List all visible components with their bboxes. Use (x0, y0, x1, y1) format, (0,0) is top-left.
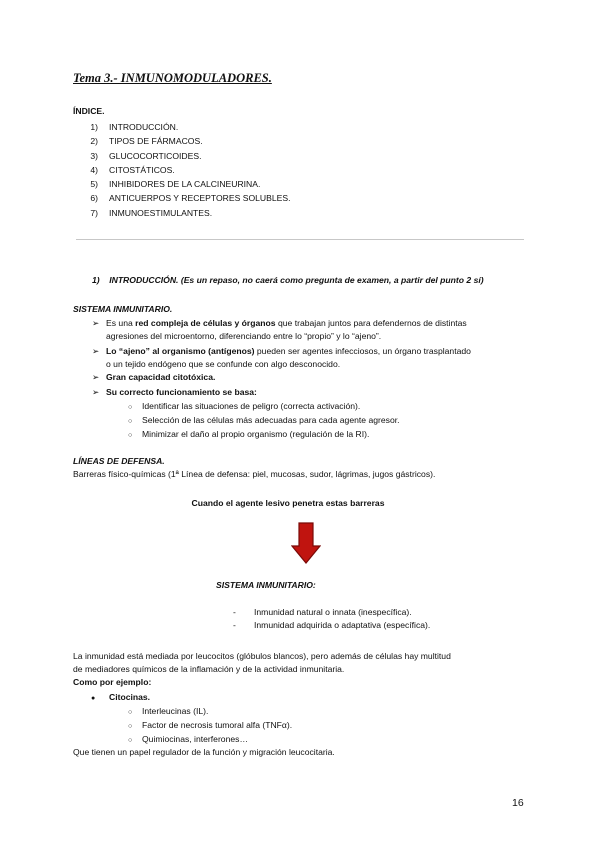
section-1-heading: 1) INTRODUCCIÓN. (Es un repaso, no caerá como pregunta de examen, a partir del punto 2 sí) (92, 275, 484, 285)
dash-bullet-icon: - (233, 620, 236, 631)
bullet-red-compleja: ➢ Es una red compleja de células y órganos que trabajan juntos para defendernos de distintas agresiones del microentorno, diferenciando entre lo “propio” y lo “ajeno”. (92, 318, 467, 342)
circle-bullet-icon: ○ (128, 723, 133, 731)
bullet-funcionamiento: ➢ Su correcto funcionamiento se basa: (92, 386, 257, 399)
circle-bullet-icon: ○ (128, 709, 133, 716)
arrow-bullet-icon: ➢ (92, 318, 100, 328)
arrow-bullet-icon: ➢ (92, 372, 100, 382)
barreras-text: Barreras físico-químicas (1ª Línea de defensa: piel, mucosas, sudor, lágrimas, jugos gástricos). (73, 469, 436, 479)
sub-list-citocinas: ○ Interleucinas (IL). ○ Factor de necrosis tumoral alfa (TNFα). ○ Quimiocinas, interferones… (128, 705, 292, 748)
lineas-heading: LÍNEAS DE DEFENSA. (73, 456, 165, 466)
bullet-citocinas: ● Citocinas. (91, 691, 150, 705)
dash-bullet-icon: - (233, 607, 236, 617)
final-text: Que tienen un papel regulador de la función y migración leucocitaria. (73, 747, 335, 757)
arrow-bullet-icon: ➢ (92, 387, 100, 397)
index-heading: ÍNDICE. (73, 106, 105, 116)
circle-bullet-icon: ○ (128, 418, 133, 426)
sistema-heading: SISTEMA INMUNITARIO. (73, 304, 173, 314)
down-arrow-icon (291, 522, 321, 564)
bullet-citotoxica: ➢ Gran capacidad citotóxica. (92, 371, 215, 384)
dot-bullet-icon: ● (91, 695, 96, 702)
bullet-ajeno: ➢ Lo “ajeno” al organismo (antígenos) pueden ser agentes infecciosos, un órgano trasplantado o un tejido endógeno que se confunde con algo desconocido. (92, 346, 471, 370)
index-item: 6) ANTICUERPOS Y RECEPTORES SOLUBLES. (90, 193, 291, 204)
index-item: 2) TIPOS DE FÁRMACOS. (90, 136, 203, 147)
circle-bullet-icon: ○ (128, 432, 133, 440)
sistema-label: SISTEMA INMUNITARIO: (216, 580, 316, 590)
index-item: 7) INMUNOESTIMULANTES. (90, 207, 213, 218)
page-number: 16 (512, 797, 524, 809)
index-item: 5) INHIBIDORES DE LA CALCINEURINA. (90, 179, 261, 190)
mediada-paragraph: La inmunidad está mediada por leucocitos (glóbulos blancos), pero además de células hay multitud de mediadores químicos de la inflamación y de la actividad inmunitaria. Como por ejemplo: (73, 651, 451, 688)
sub-list-funcionamiento: ○ Identificar las situaciones de peligro (correcta activación). ○ Selección de las células más adecuadas para cada agente agresor. ○ Minimizar el daño al propio organismo (regulación de la RI). (128, 400, 400, 443)
circle-bullet-icon: ○ (128, 737, 133, 745)
index-list (73, 120, 290, 220)
circle-bullet-icon: ○ (128, 404, 133, 411)
index-item: 1) INTRODUCCIÓN. (90, 122, 179, 132)
horizontal-divider (76, 239, 524, 240)
index-item: 4) CITOSTÁTICOS. (90, 164, 175, 175)
page-title: Tema 3.- INMUNOMODULADORES. (73, 71, 272, 85)
arrow-bullet-icon: ➢ (92, 346, 100, 356)
barreras-caption: Cuando el agente lesivo penetra estas barreras (191, 498, 385, 508)
inmunidad-dash-list: - Inmunidad natural o innata (inespecífica). - Inmunidad adquirida o adaptativa (específica). (233, 606, 430, 632)
index-item: 3) GLUCOCORTICOIDES. (90, 150, 202, 161)
